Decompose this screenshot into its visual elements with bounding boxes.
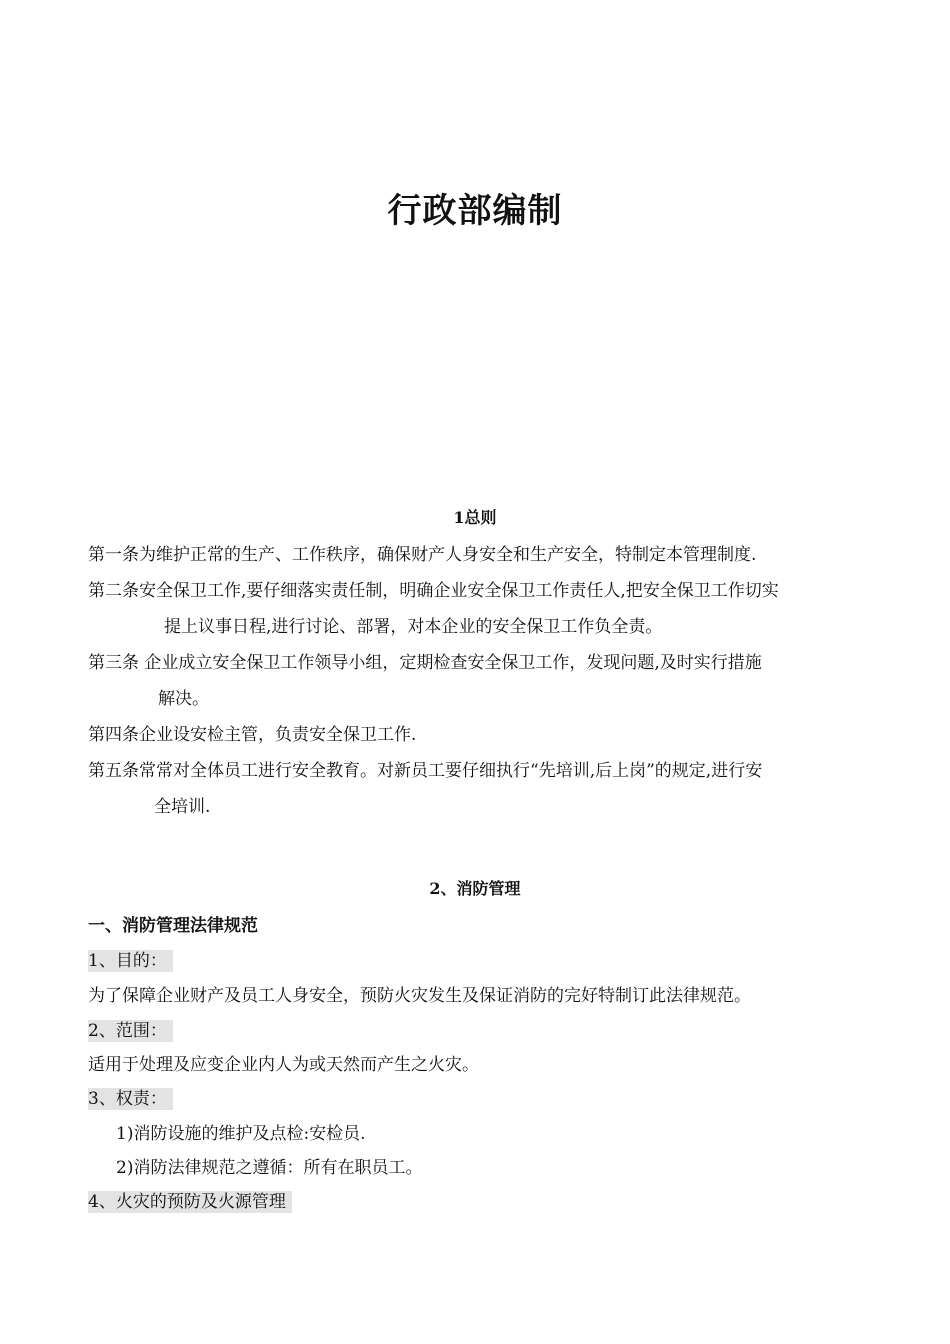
article-5-continuation: 全培训. <box>154 797 211 817</box>
article-5: 第五条常常对全体员工进行安全教育。对新员工要仔细执行“先培训,后上岗”的规定,进行安 <box>88 761 763 781</box>
section-heading-general: 1总则 <box>453 508 497 527</box>
article-2: 第二条安全保卫工作,要仔细落实责任制，明确企业安全保卫工作责任人,把安全保卫工作切实 <box>88 581 779 601</box>
purpose-text: 为了保障企业财产及员工人身安全，预防火灾发生及保证消防的完好特制订此法律规范。 <box>88 986 751 1006</box>
article-2-continuation: 提上议事日程,进行讨论、部署，对本企业的安全保卫工作负全责。 <box>164 617 663 637</box>
subsection-heading: 一、消防管理法律规范 <box>88 916 258 936</box>
section-heading-fire-management: 2、消防管理 <box>429 879 521 898</box>
duty-item-1: 1)消防设施的维护及点检:安检员. <box>116 1124 366 1144</box>
duty-label: 3、权责： <box>88 1084 173 1109</box>
scope-text: 适用于处理及应变企业内人为或天然而产生之火灾。 <box>88 1055 479 1075</box>
scope-label: 2、范围： <box>88 1016 173 1041</box>
prevention-label: 4、火灾的预防及火源管理 <box>88 1187 292 1212</box>
article-3: 第三条 企业成立安全保卫工作领导小组，定期检查安全保卫工作，发现问题,及时实行措施 <box>88 653 762 673</box>
purpose-label: 1、目的： <box>88 946 173 971</box>
article-4: 第四条企业设安检主管，负责安全保卫工作. <box>88 725 417 745</box>
article-1: 第一条为维护正常的生产、工作秩序，确保财产人身安全和生产安全，特制定本管理制度. <box>88 545 757 565</box>
document-title: 行政部编制 <box>387 191 563 231</box>
duty-item-2: 2)消防法律规范之遵循：所有在职员工。 <box>116 1158 423 1178</box>
article-3-continuation: 解决。 <box>158 689 209 709</box>
